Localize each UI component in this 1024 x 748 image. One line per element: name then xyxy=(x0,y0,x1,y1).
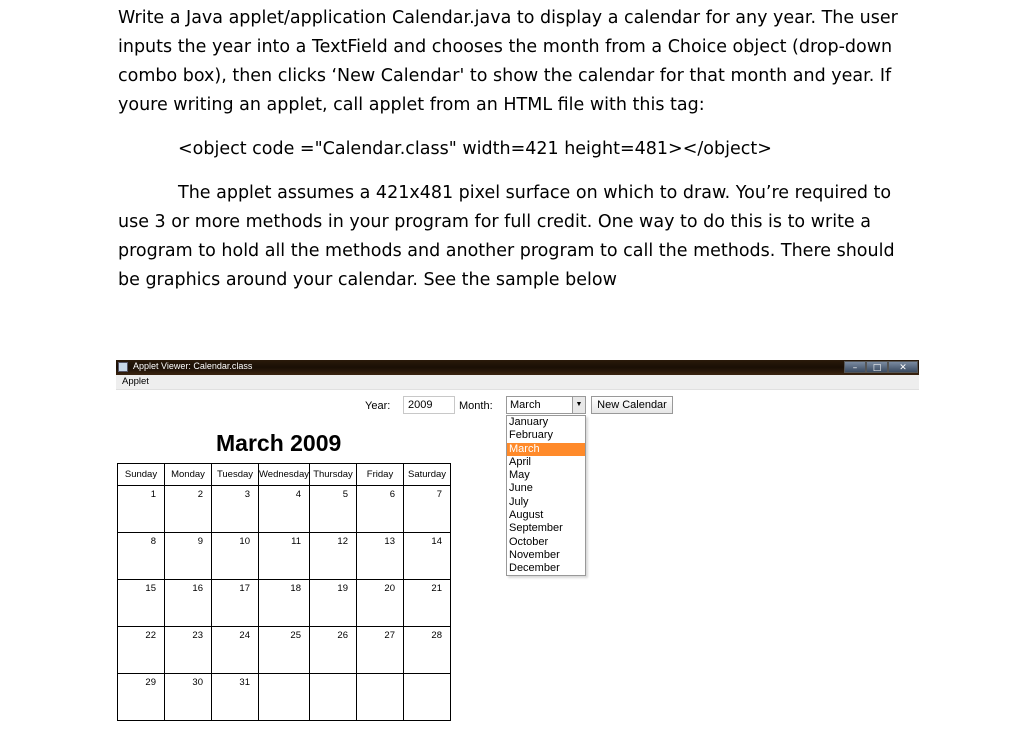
calendar-week-row xyxy=(118,627,451,674)
day-number: 21 xyxy=(431,583,442,594)
calendar-day-cell xyxy=(118,627,165,674)
window-titlebar[interactable] xyxy=(116,360,919,375)
day-number: 6 xyxy=(389,489,395,500)
calendar-week-row xyxy=(118,533,451,580)
day-number: 28 xyxy=(431,630,442,641)
calendar-day-cell xyxy=(357,533,404,580)
weekday-header: Monday xyxy=(165,464,212,486)
day-number xyxy=(310,674,356,677)
calendar-day-cell xyxy=(357,674,404,721)
calendar-day-cell xyxy=(404,674,451,721)
calendar-day-cell xyxy=(165,533,212,580)
maximize-icon[interactable]: □ xyxy=(866,361,888,373)
calendar-week-row xyxy=(118,486,451,533)
calendar-day-cell xyxy=(357,486,404,533)
day-number: 16 xyxy=(192,583,203,594)
calendar-day-cell xyxy=(118,486,165,533)
calendar-week-row xyxy=(118,580,451,627)
applet-viewer-window xyxy=(116,360,919,748)
calendar-day-cell xyxy=(212,533,259,580)
year-label: Year: xyxy=(365,400,391,412)
calendar-day-cell xyxy=(404,627,451,674)
day-number: 15 xyxy=(145,583,156,594)
calendar-grid xyxy=(117,463,451,721)
month-label: Month: xyxy=(459,400,493,412)
day-number: 2 xyxy=(197,489,203,500)
calendar-day-cell xyxy=(118,580,165,627)
new-calendar-button[interactable]: New Calendar xyxy=(591,396,673,414)
calendar-title: March 2009 xyxy=(216,430,342,456)
calendar-day-cell xyxy=(404,580,451,627)
day-number: 22 xyxy=(145,630,156,641)
day-number: 13 xyxy=(384,536,395,547)
calendar-day-cell xyxy=(259,674,310,721)
calendar-day-cell xyxy=(165,674,212,721)
calendar-day-cell xyxy=(310,627,357,674)
day-number: 11 xyxy=(291,536,301,547)
month-dropdown-list xyxy=(506,415,586,576)
month-option-november[interactable]: November xyxy=(509,548,560,561)
day-number: 20 xyxy=(384,583,395,594)
day-number xyxy=(404,674,450,677)
month-option-july[interactable]: July xyxy=(509,495,529,508)
calendar-day-cell xyxy=(212,627,259,674)
month-option-january[interactable]: January xyxy=(509,416,549,428)
instructions-paragraph-1: Write a Java applet/application Calendar.java to display a calendar for any year. The user inputs the year into a TextField and chooses the month from a Choice object (drop-down combo box), then clicks ‘New Calendar' to show the calendar for that month and year. If youre writing an applet, call applet from an HTML file with this tag: xyxy=(118,8,898,115)
calendar-day-cell xyxy=(310,533,357,580)
day-number: 18 xyxy=(290,583,301,594)
day-number: 27 xyxy=(384,630,395,641)
day-number: 29 xyxy=(145,677,156,688)
chevron-down-icon[interactable]: ▼ xyxy=(572,397,585,413)
calendar-day-cell xyxy=(165,580,212,627)
month-option-august[interactable]: August xyxy=(509,509,544,522)
day-number: 31 xyxy=(239,677,250,688)
day-number xyxy=(259,674,309,677)
calendar-day-cell xyxy=(357,580,404,627)
day-number: 9 xyxy=(197,536,203,547)
year-input[interactable]: 2009 xyxy=(403,396,455,414)
day-number: 3 xyxy=(244,489,250,500)
day-number: 10 xyxy=(239,536,250,547)
calendar-day-cell xyxy=(259,627,310,674)
day-number: 12 xyxy=(337,536,348,547)
calendar-day-cell xyxy=(165,486,212,533)
month-option-september[interactable]: September xyxy=(509,522,563,535)
calendar-day-cell xyxy=(310,674,357,721)
month-option-december[interactable]: December xyxy=(509,562,560,575)
app-icon xyxy=(118,362,128,372)
month-option-may[interactable]: May xyxy=(509,469,530,482)
month-option-june[interactable]: June xyxy=(509,482,533,495)
month-option-october[interactable]: October xyxy=(509,535,549,548)
month-option-february[interactable]: February xyxy=(509,429,554,442)
weekday-header: Tuesday xyxy=(212,464,259,486)
day-number: 23 xyxy=(192,630,203,641)
day-number: 1 xyxy=(150,489,156,500)
calendar-day-cell xyxy=(310,580,357,627)
day-number: 8 xyxy=(150,536,156,547)
day-number: 25 xyxy=(290,630,301,641)
day-number: 14 xyxy=(431,536,442,547)
assignment-text xyxy=(118,4,918,295)
calendar-day-cell xyxy=(165,627,212,674)
weekday-header: Wednesday xyxy=(259,464,310,486)
weekday-header: Friday xyxy=(357,464,404,486)
day-number: 19 xyxy=(337,583,348,594)
instructions-paragraph-3: The applet assumes a 421x481 pixel surface on which to draw. You’re required to use 3 or more methods in your program for full credit. One way to do this is to write a program to hold all the methods and another program to call the methods. There should be graphics around your calendar. See the sample below xyxy=(118,183,895,290)
calendar-day-cell xyxy=(357,627,404,674)
weekday-header: Sunday xyxy=(118,464,165,486)
month-option-april[interactable]: April xyxy=(509,455,532,468)
calendar-week-row xyxy=(118,674,451,721)
calendar-day-cell xyxy=(404,533,451,580)
calendar-day-cell xyxy=(212,486,259,533)
day-number: 5 xyxy=(342,489,348,500)
day-number: 17 xyxy=(239,583,250,594)
month-option-march[interactable]: March xyxy=(507,443,585,456)
calendar-day-cell xyxy=(259,580,310,627)
close-icon[interactable]: ✕ xyxy=(888,361,918,373)
calendar-day-cell xyxy=(118,533,165,580)
day-number: 24 xyxy=(239,630,250,641)
calendar-day-cell xyxy=(259,486,310,533)
applet-menu[interactable]: Applet xyxy=(122,376,149,387)
day-number: 26 xyxy=(337,630,348,641)
day-number: 7 xyxy=(436,489,442,500)
weekday-header: Thursday xyxy=(310,464,357,486)
calendar-day-cell xyxy=(310,486,357,533)
month-select[interactable] xyxy=(506,396,586,414)
day-number: 30 xyxy=(192,677,203,688)
weekday-header-row xyxy=(118,464,451,486)
window-controls xyxy=(844,361,918,373)
window-title: Applet Viewer: Calendar.class xyxy=(133,361,253,371)
weekday-header: Saturday xyxy=(404,464,451,486)
calendar-day-cell xyxy=(118,674,165,721)
calendar-day-cell xyxy=(404,486,451,533)
day-number: 4 xyxy=(295,489,301,500)
month-select-value: March xyxy=(510,399,541,411)
object-tag-example: <object code ="Calendar.class" width=421 height=481></object> xyxy=(178,139,772,159)
calendar-day-cell xyxy=(212,674,259,721)
calendar-day-cell xyxy=(212,580,259,627)
calendar-day-cell xyxy=(259,533,310,580)
menu-bar xyxy=(116,375,919,390)
minimize-icon[interactable]: – xyxy=(844,361,866,373)
day-number xyxy=(357,674,403,677)
